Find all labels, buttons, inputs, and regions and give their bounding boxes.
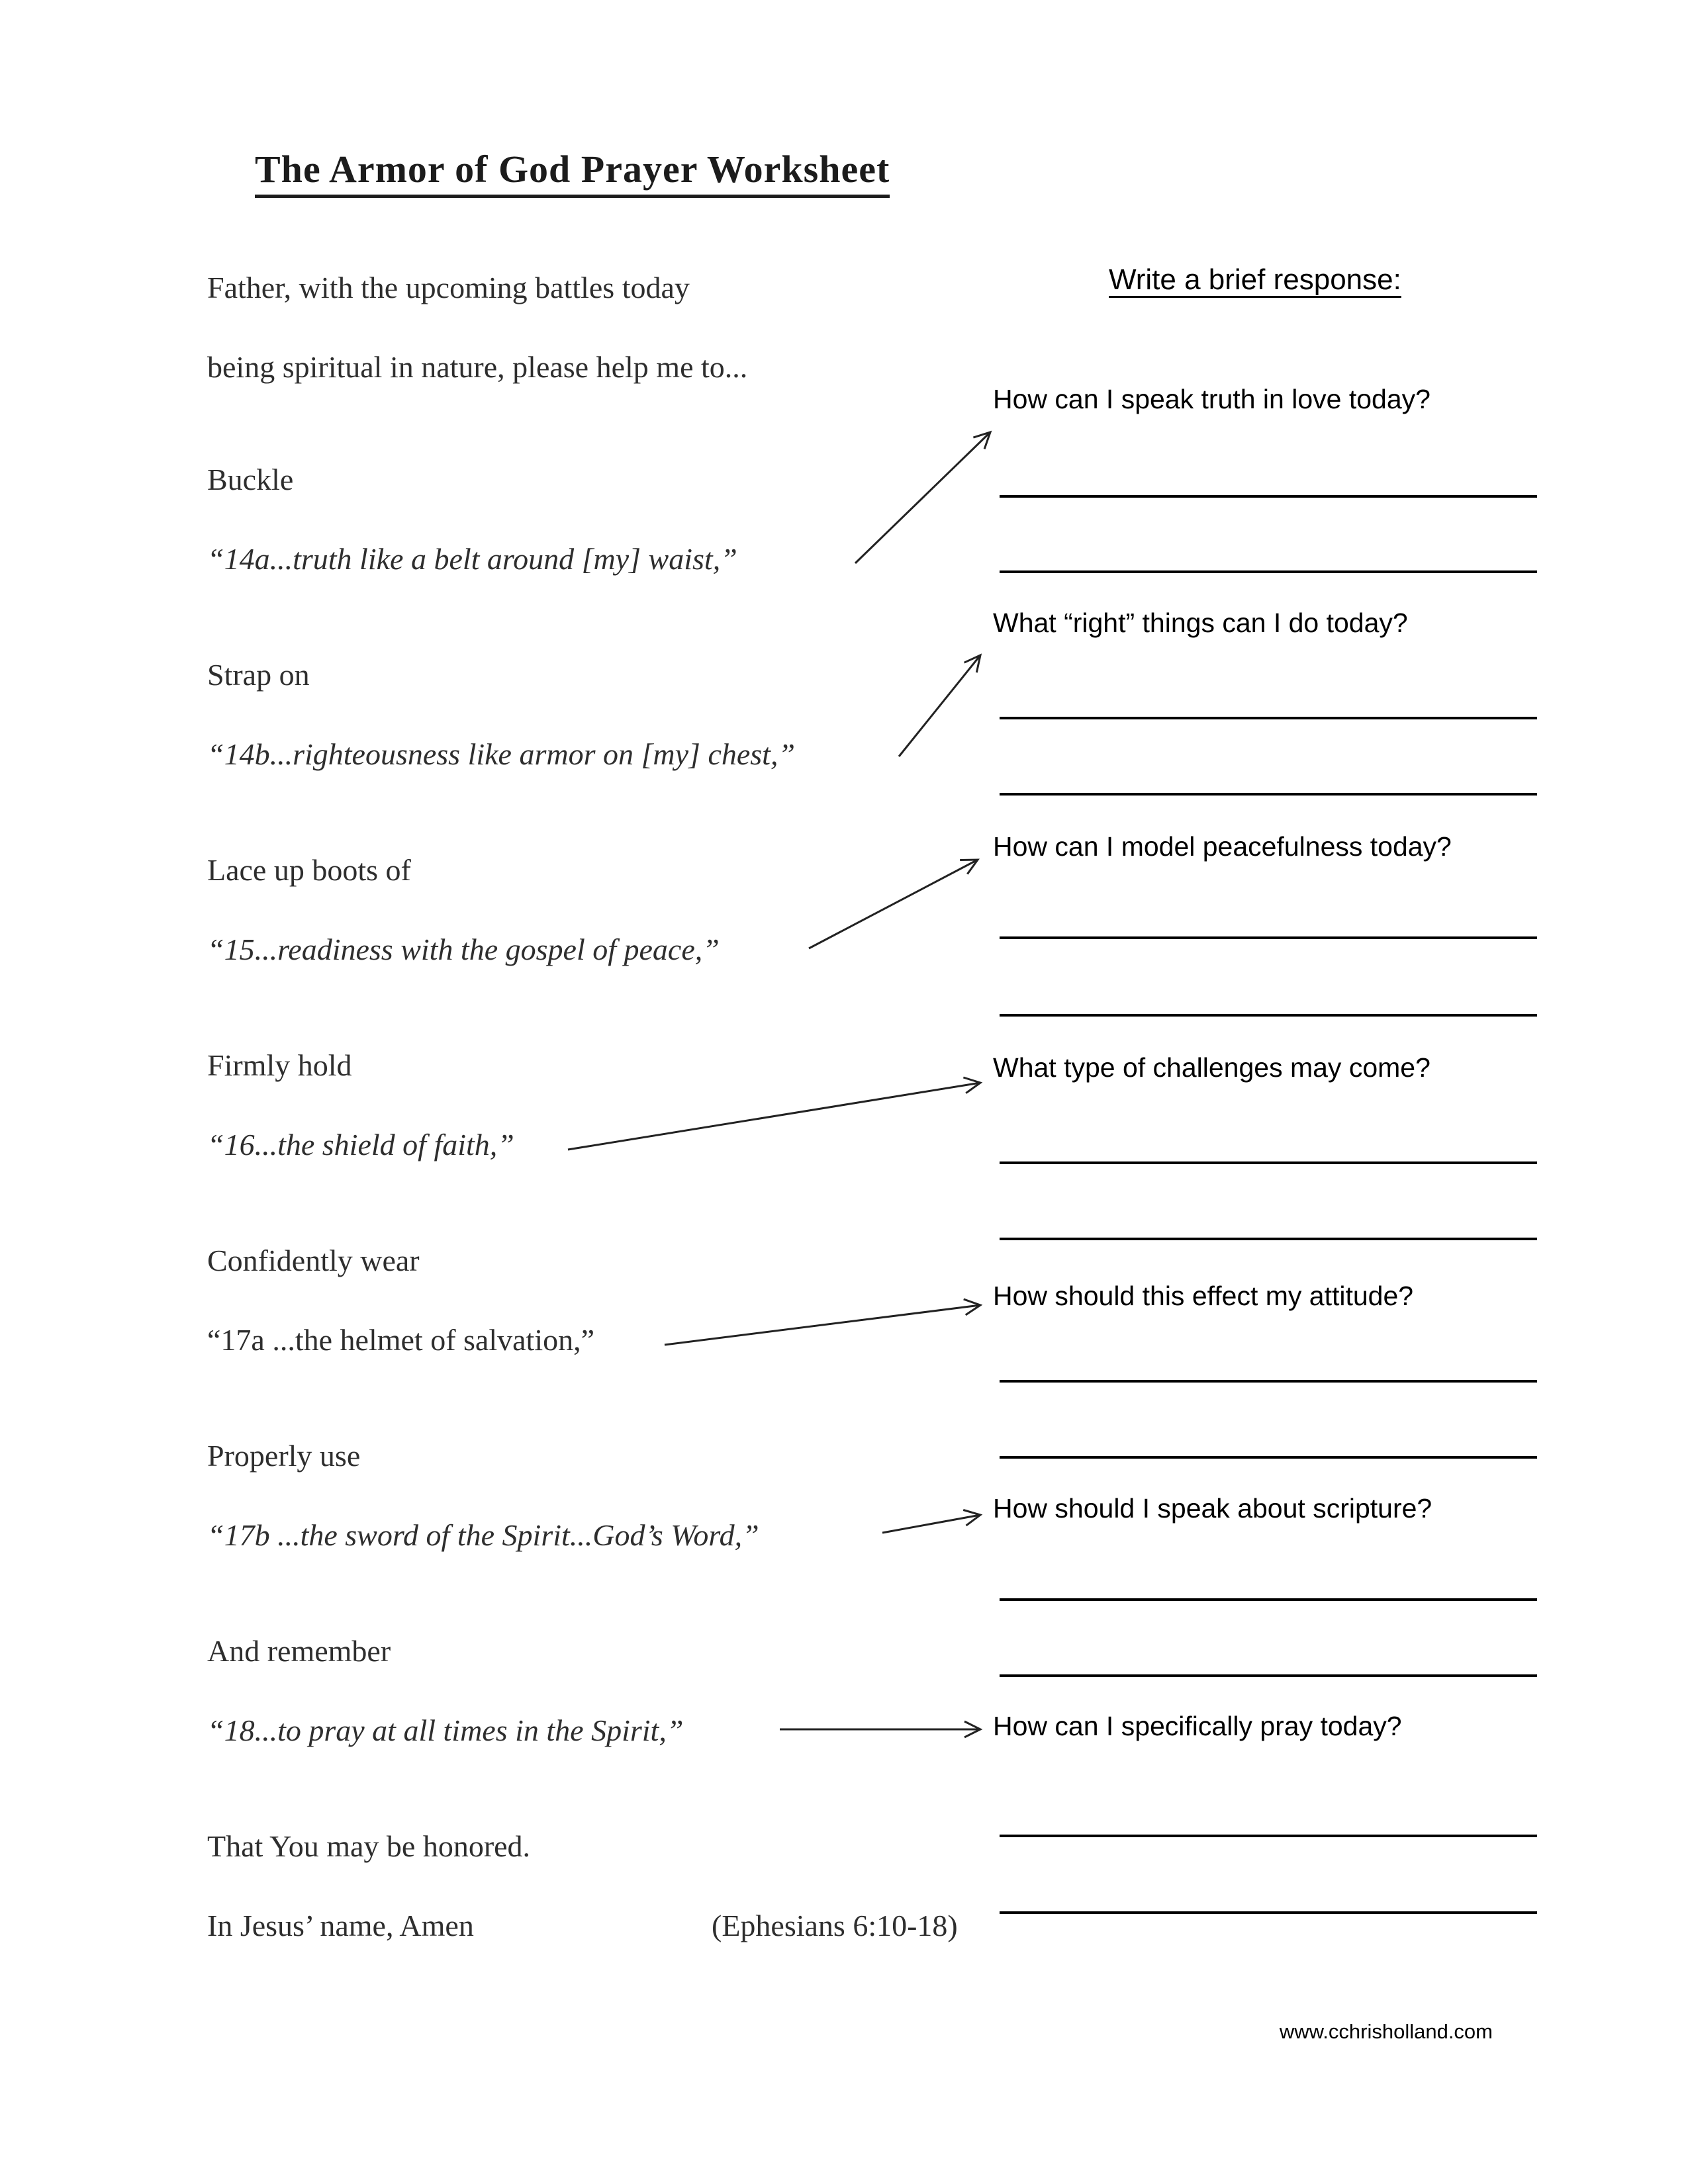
prayer-action-and-remember: And remember (207, 1634, 391, 1668)
closing-line-1: That You may be honored. (207, 1829, 531, 1863)
response-question-4: What type of challenges may come? (993, 1052, 1430, 1083)
response-question-1: How can I speak truth in love today? (993, 384, 1430, 414)
scripture-reference: (Ephesians 6:10-18) (712, 1909, 958, 1942)
scripture-quote-14b: “14b...righteousness like armor on [my] chest,” (207, 737, 796, 771)
connector-arrow-17a-to-q5 (665, 1305, 980, 1345)
response-question-5: How should this effect my attitude? (993, 1281, 1414, 1311)
response-line-4b[interactable] (1000, 1238, 1537, 1240)
prayer-action-strap-on: Strap on (207, 658, 310, 692)
response-line-6b[interactable] (1000, 1674, 1537, 1677)
scripture-quote-16: “16...the shield of faith,” (207, 1128, 514, 1161)
response-line-7b[interactable] (1000, 1911, 1537, 1914)
response-line-2b[interactable] (1000, 793, 1537, 796)
response-question-7: How can I specifically pray today? (993, 1711, 1402, 1741)
connector-arrow-17b-to-q6 (882, 1515, 980, 1533)
connector-arrow-15-to-q3 (809, 860, 978, 948)
connector-arrow-14b-to-q2 (899, 655, 980, 756)
prayer-action-buckle: Buckle (207, 463, 294, 496)
scripture-quote-15: “15...readiness with the gospel of peace,” (207, 933, 720, 966)
scripture-quote-17a: “17a ...the helmet of salvation,” (207, 1323, 595, 1357)
intro-line-2: being spiritual in nature, please help me to... (207, 350, 748, 384)
scripture-quote-14a: “14a...truth like a belt around [my] waist,” (207, 542, 737, 576)
scripture-quote-18: “18...to pray at all times in the Spirit,” (207, 1713, 684, 1747)
response-question-3: How can I model peacefulness today? (993, 831, 1452, 862)
response-line-1b[interactable] (1000, 570, 1537, 573)
response-question-2: What “right” things can I do today? (993, 608, 1408, 638)
response-column-header: Write a brief response: (1109, 263, 1401, 296)
response-line-7a[interactable] (1000, 1835, 1537, 1837)
connector-arrow-16-to-q4 (568, 1083, 980, 1150)
prayer-action-firmly-hold: Firmly hold (207, 1048, 352, 1082)
prayer-action-confidently-wear: Confidently wear (207, 1244, 420, 1277)
closing-line-2: In Jesus’ name, Amen (207, 1909, 474, 1942)
connector-arrow-14a-to-q1 (855, 432, 990, 563)
page-title: The Armor of God Prayer Worksheet (255, 147, 890, 198)
response-line-5a[interactable] (1000, 1380, 1537, 1383)
prayer-action-lace-up: Lace up boots of (207, 853, 411, 887)
response-line-5b[interactable] (1000, 1456, 1537, 1459)
scripture-quote-17b: “17b ...the sword of the Spirit...God’s Word,” (207, 1518, 759, 1552)
response-line-6a[interactable] (1000, 1598, 1537, 1601)
response-line-1a[interactable] (1000, 495, 1537, 498)
intro-line-1: Father, with the upcoming battles today (207, 271, 690, 304)
response-line-3b[interactable] (1000, 1014, 1537, 1017)
response-line-3a[interactable] (1000, 936, 1537, 939)
prayer-action-properly-use: Properly use (207, 1439, 361, 1473)
website-footer: www.cchrisholland.com (1279, 2020, 1493, 2043)
response-question-6: How should I speak about scripture? (993, 1493, 1432, 1524)
response-line-2a[interactable] (1000, 717, 1537, 719)
response-line-4a[interactable] (1000, 1161, 1537, 1164)
